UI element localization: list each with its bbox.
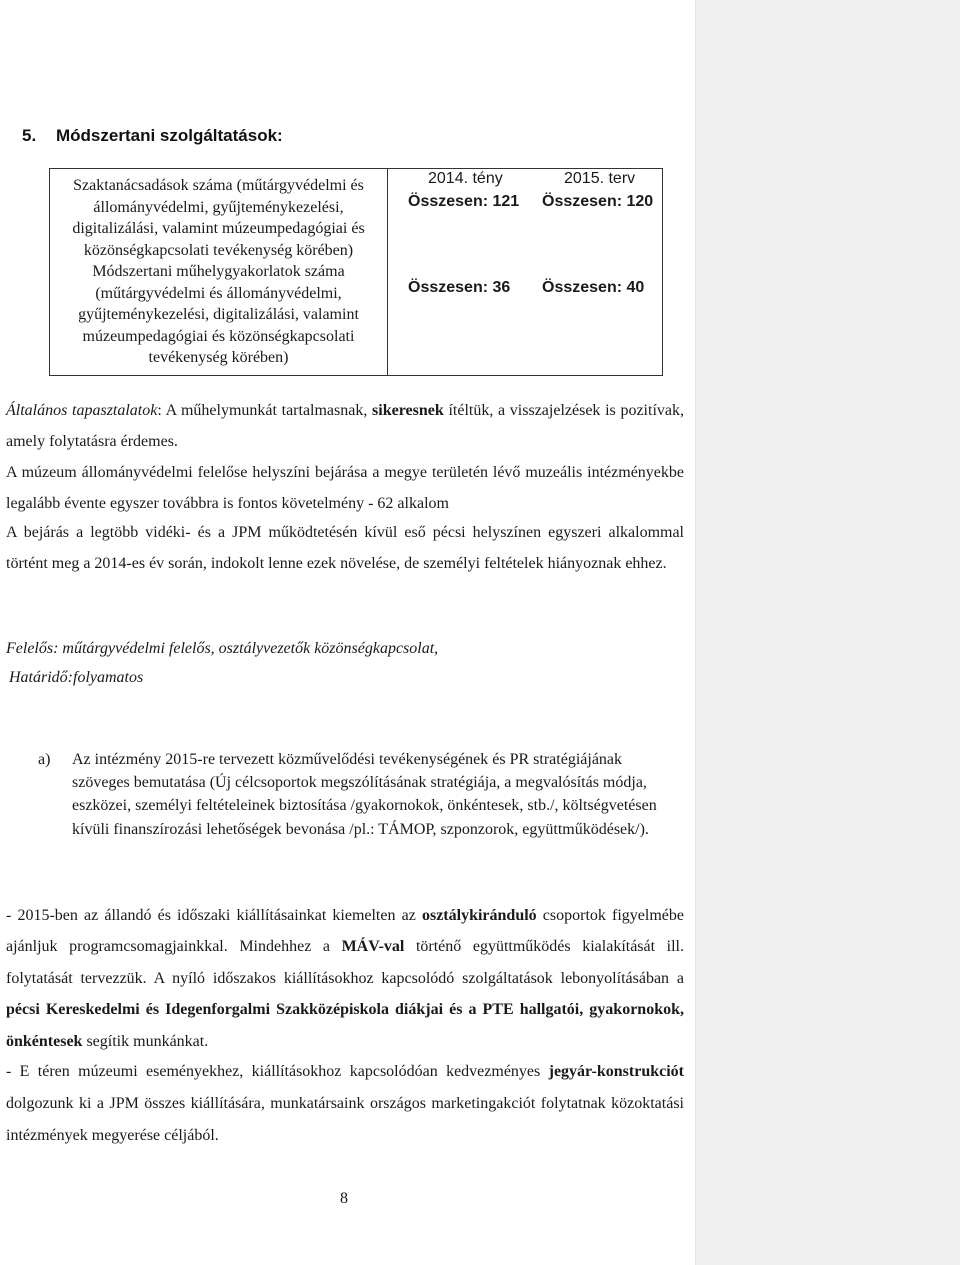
table-column-divider (387, 169, 388, 375)
plan-bold-3: pécsi Kereskedelmi és Idegenforgalmi Szakközépiskola diákjai és a PTE hallgatói, gyakornokok, önkéntesek (6, 1001, 684, 1050)
deadline-line: Határidő:folyamatos (9, 669, 144, 686)
general-experience-paragraph (6, 395, 684, 457)
ticket-text-2: dolgozunk ki a JPM összes kiállítására, munkatársaink országos marketingakciót folytatnak közoktatási intézmények megyerése céljából. (6, 1095, 684, 1144)
header-2015: 2015. terv (564, 170, 636, 187)
visit-paragraph: A múzeum állományvédelmi felelőse helyszíni bejárása a megye területén lévő muzeális intézményekbe legalább évente egyszer továbbra is fontos követelmény - 62 alkalom (6, 464, 684, 512)
responsible-line: Felelős: műtárgyvédelmi felelős, osztályvezetők közönségkapcsolat, (6, 640, 439, 657)
row2-label: Módszertani műhelygyakorlatok száma (műtárgyvédelmi és állományvédelmi, gyűjteménykezelési, digitalizálási, valamint múzeumpedagógiai és közönségkapcsolati tevékenység körében) (78, 263, 359, 366)
general-text-a: : A műhelymunkát tartalmasnak, (157, 402, 373, 419)
plan-text-3: történő együttműködés kialakítását ill. folytatását tervezzük. A nyíló időszakos kiállításokhoz kapcsolódó szolgáltatások lebonyolításában a (6, 938, 684, 987)
plan-2015-paragraph (6, 900, 684, 1057)
plan-text-1: - 2015-ben az állandó és időszaki kiállításainkat kiemelten az (6, 907, 422, 924)
ticket-bold-1: jegyár-konstrukciót (548, 1063, 684, 1080)
plan-text-4: segítik munkánkat. (82, 1032, 209, 1050)
list-item-text: Az intézmény 2015-re tervezett közművelődési tevékenységének és PR stratégiájának szöveges bemutatása (Új célcsoportok megszólításának stratégiája, a megvalósítás módja, eszközei, személyi feltételeinek biztosítása /gyakornokok, önkéntesek, stb./, költségvetésen kívüli finanszírozási lehetőségek bevonása /pl.: TÁMOP, szponzorok, együttműködések/). (72, 751, 657, 838)
header-2014: 2014. tény (428, 170, 503, 187)
row1-label: Szaktanácsadások száma (műtárgyvédelmi és állományvédelmi, gyűjteménykezelési, digitalizálási, valamint múzeumpedagógiai és közönségkapcsolati tevékenység körében) (72, 177, 365, 259)
section-title: Módszertani szolgáltatások: (56, 126, 283, 145)
row2-2015-value: Összesen: 40 (542, 279, 645, 296)
ticket-text-1: - E téren múzeumi eseményekhez, kiállításokhoz kapcsolódóan kedvezményes (6, 1063, 549, 1080)
services-table (49, 168, 663, 376)
list-marker: a) (38, 751, 51, 768)
comment-sidebar (695, 0, 960, 1265)
general-label: Általános tapasztalatok (6, 402, 158, 419)
general-bold: sikeresnek (372, 402, 444, 419)
ticket-paragraph (6, 1056, 684, 1152)
plan-bold-2: MÁV-val (341, 938, 405, 956)
plan-bold-1: osztálykiránduló (421, 907, 537, 924)
jpm-paragraph: A bejárás a legtöbb vidéki- és a JPM működtetésén kívül eső pécsi helyszínen egyszeri alkalommal történt meg a 2014-es év során, indokolt lenne ezek növelése, de személyi feltételek hiányoznak ehhez. (6, 524, 684, 572)
plan-text-2: csoportok figyelmébe ajánljuk programcsomagjainkkal. Mindehhez a (6, 907, 684, 956)
section-number: 5. (22, 126, 37, 145)
section-heading (22, 126, 283, 146)
row2-2014-value: Összesen: 36 (408, 279, 511, 296)
row1-2014-value: Összesen: 121 (408, 193, 520, 210)
page-number: 8 (340, 1190, 348, 1207)
general-text-b: ítéltük, a visszajelzések is pozitívak, amely folytatásra érdemes. (6, 402, 684, 450)
list-item-a (38, 748, 678, 841)
row1-2015-value: Összesen: 120 (542, 193, 654, 210)
table-row-labels (50, 175, 387, 369)
